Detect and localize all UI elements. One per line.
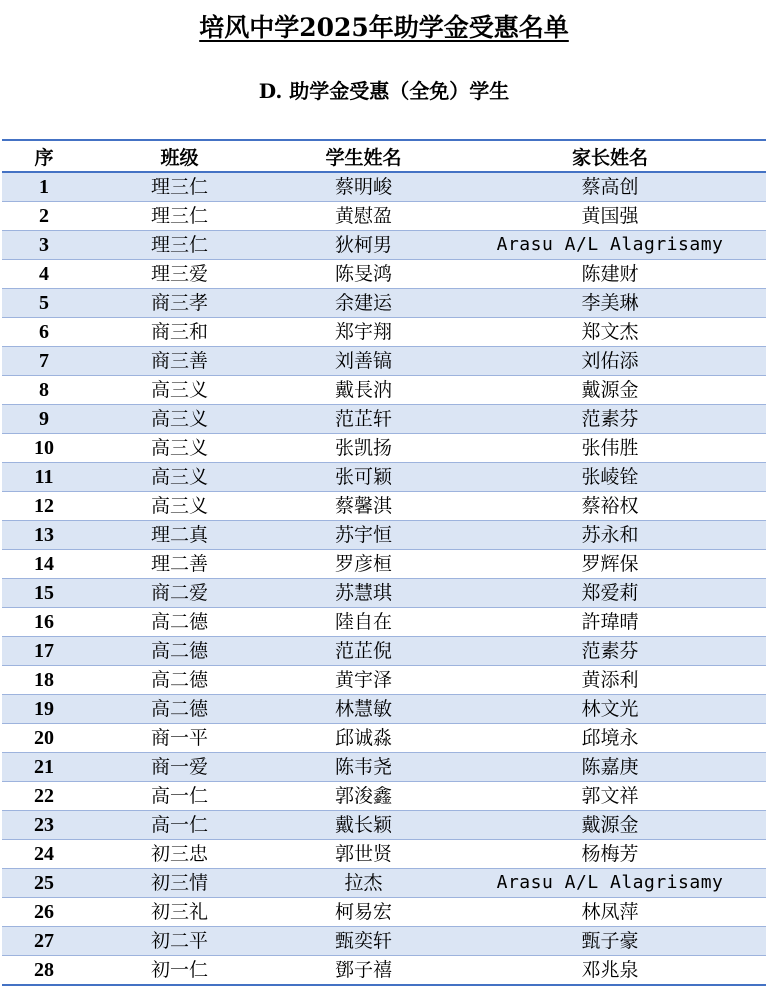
table-row <box>2 811 766 840</box>
class-cell: 理三仁 <box>86 172 273 202</box>
table-row <box>2 289 766 318</box>
row-number-cell: 1 <box>2 172 86 202</box>
class-cell: 初一仁 <box>86 956 273 986</box>
parent-name-cell: 黄国强 <box>454 202 766 231</box>
parent-name-cell: 范素芬 <box>454 405 766 434</box>
parent-name-cell: 戴源金 <box>454 376 766 405</box>
student-name-cell: 陈韦尧 <box>273 753 454 782</box>
row-number-cell: 10 <box>2 434 86 463</box>
class-cell: 高二德 <box>86 695 273 724</box>
page-title-text: 培风中学2025年助学金受惠名单 <box>199 13 569 42</box>
student-name-cell: 罗彦桓 <box>273 550 454 579</box>
class-cell: 商一平 <box>86 724 273 753</box>
parent-name-cell: 甄子豪 <box>454 927 766 956</box>
parent-name-cell: 郑爱莉 <box>454 579 766 608</box>
row-number-cell: 20 <box>2 724 86 753</box>
parent-name-cell: 郑文杰 <box>454 318 766 347</box>
parent-name-cell: 蔡高创 <box>454 172 766 202</box>
table-row <box>2 550 766 579</box>
parent-name-cell: 許瑋晴 <box>454 608 766 637</box>
parent-name-cell: 林凤萍 <box>454 898 766 927</box>
student-name-cell: 戴長汭 <box>273 376 454 405</box>
table-row <box>2 637 766 666</box>
row-number-cell: 9 <box>2 405 86 434</box>
class-cell: 高三义 <box>86 492 273 521</box>
row-number-cell: 19 <box>2 695 86 724</box>
class-cell: 商三善 <box>86 347 273 376</box>
class-cell: 高二德 <box>86 608 273 637</box>
table-row <box>2 521 766 550</box>
class-cell: 高三义 <box>86 463 273 492</box>
student-name-cell: 范芷轩 <box>273 405 454 434</box>
parent-name-cell: 林文光 <box>454 695 766 724</box>
table-row <box>2 579 766 608</box>
parent-name-cell: 黄添利 <box>454 666 766 695</box>
student-name-cell: 蔡明峻 <box>273 172 454 202</box>
table-row <box>2 753 766 782</box>
class-cell: 商一爱 <box>86 753 273 782</box>
parent-name-cell: 陈建财 <box>454 260 766 289</box>
table-row <box>2 376 766 405</box>
student-name-cell: 郭世贤 <box>273 840 454 869</box>
class-cell: 初三情 <box>86 869 273 898</box>
class-cell: 高三义 <box>86 376 273 405</box>
class-cell: 高二德 <box>86 666 273 695</box>
parent-name-cell: 杨梅芳 <box>454 840 766 869</box>
row-number-cell: 2 <box>2 202 86 231</box>
row-number-cell: 23 <box>2 811 86 840</box>
class-cell: 理三爱 <box>86 260 273 289</box>
class-cell: 高二德 <box>86 637 273 666</box>
row-number-cell: 25 <box>2 869 86 898</box>
header-parent-name: 家长姓名 <box>454 140 766 172</box>
student-name-cell: 郭浚鑫 <box>273 782 454 811</box>
student-name-cell: 余建运 <box>273 289 454 318</box>
table-row <box>2 898 766 927</box>
table-row <box>2 840 766 869</box>
parent-name-cell: 郭文祥 <box>454 782 766 811</box>
parent-name-cell: 邱境永 <box>454 724 766 753</box>
row-number-cell: 4 <box>2 260 86 289</box>
header-row <box>2 140 766 172</box>
table-row <box>2 172 766 202</box>
row-number-cell: 13 <box>2 521 86 550</box>
student-name-cell: 柯易宏 <box>273 898 454 927</box>
row-number-cell: 18 <box>2 666 86 695</box>
table-row <box>2 927 766 956</box>
student-name-cell: 邱诚淼 <box>273 724 454 753</box>
student-name-cell: 刘善镐 <box>273 347 454 376</box>
table-row <box>2 666 766 695</box>
table-row <box>2 695 766 724</box>
parent-name-cell: 李美琳 <box>454 289 766 318</box>
row-number-cell: 17 <box>2 637 86 666</box>
row-number-cell: 6 <box>2 318 86 347</box>
table-row <box>2 318 766 347</box>
table-row <box>2 782 766 811</box>
class-cell: 初二平 <box>86 927 273 956</box>
table-row <box>2 608 766 637</box>
student-name-cell: 戴长颖 <box>273 811 454 840</box>
table-row <box>2 956 766 986</box>
parent-name-cell: 张崚铨 <box>454 463 766 492</box>
parent-name-cell: 苏永和 <box>454 521 766 550</box>
beneficiary-table <box>2 139 766 986</box>
row-number-cell: 21 <box>2 753 86 782</box>
page-title <box>0 10 768 46</box>
header-class: 班级 <box>86 140 273 172</box>
student-name-cell: 郑宇翔 <box>273 318 454 347</box>
parent-name-cell: 罗辉保 <box>454 550 766 579</box>
header-student-name: 学生姓名 <box>273 140 454 172</box>
row-number-cell: 7 <box>2 347 86 376</box>
class-cell: 初三礼 <box>86 898 273 927</box>
table-row <box>2 405 766 434</box>
row-number-cell: 24 <box>2 840 86 869</box>
row-number-cell: 11 <box>2 463 86 492</box>
class-cell: 高一仁 <box>86 782 273 811</box>
class-cell: 高一仁 <box>86 811 273 840</box>
class-cell: 商三和 <box>86 318 273 347</box>
table-row <box>2 463 766 492</box>
class-cell: 高三义 <box>86 434 273 463</box>
row-number-cell: 8 <box>2 376 86 405</box>
class-cell: 商二爱 <box>86 579 273 608</box>
row-number-cell: 16 <box>2 608 86 637</box>
row-number-cell: 28 <box>2 956 86 986</box>
parent-name-cell: 张伟胜 <box>454 434 766 463</box>
parent-name-cell: 邓兆泉 <box>454 956 766 986</box>
table-row <box>2 724 766 753</box>
student-name-cell: 鄧子禧 <box>273 956 454 986</box>
student-name-cell: 黄慰盈 <box>273 202 454 231</box>
class-cell: 初三忠 <box>86 840 273 869</box>
class-cell: 理三仁 <box>86 202 273 231</box>
parent-name-cell: 蔡裕权 <box>454 492 766 521</box>
header-no: 序 <box>2 140 86 172</box>
row-number-cell: 5 <box>2 289 86 318</box>
row-number-cell: 15 <box>2 579 86 608</box>
table-body <box>2 172 766 985</box>
row-number-cell: 14 <box>2 550 86 579</box>
table-row <box>2 869 766 898</box>
class-cell: 理二真 <box>86 521 273 550</box>
class-cell: 理三仁 <box>86 231 273 260</box>
table-row <box>2 492 766 521</box>
table-row <box>2 347 766 376</box>
student-name-cell: 拉杰 <box>273 869 454 898</box>
parent-name-cell: 刘佑添 <box>454 347 766 376</box>
table-row <box>2 231 766 260</box>
row-number-cell: 27 <box>2 927 86 956</box>
table-row <box>2 434 766 463</box>
row-number-cell: 26 <box>2 898 86 927</box>
student-name-cell: 陈旻鸿 <box>273 260 454 289</box>
row-number-cell: 3 <box>2 231 86 260</box>
student-name-cell: 范芷倪 <box>273 637 454 666</box>
class-cell: 高三义 <box>86 405 273 434</box>
class-cell: 商三孝 <box>86 289 273 318</box>
student-name-cell: 甄奕轩 <box>273 927 454 956</box>
student-name-cell: 陸自在 <box>273 608 454 637</box>
row-number-cell: 22 <box>2 782 86 811</box>
student-name-cell: 苏宇恒 <box>273 521 454 550</box>
section-title: D. 助学金受惠（全免）学生 <box>258 79 510 103</box>
student-name-cell: 黄宇泽 <box>273 666 454 695</box>
student-name-cell: 林慧敏 <box>273 695 454 724</box>
parent-name-cell: Arasu A/L Alagrisamy <box>454 869 766 898</box>
student-name-cell: 狄柯男 <box>273 231 454 260</box>
table-row <box>2 260 766 289</box>
table-header <box>2 140 766 172</box>
parent-name-cell: 陈嘉庚 <box>454 753 766 782</box>
parent-name-cell: 范素芬 <box>454 637 766 666</box>
student-name-cell: 张凯扬 <box>273 434 454 463</box>
student-name-cell: 蔡馨淇 <box>273 492 454 521</box>
table-row <box>2 202 766 231</box>
parent-name-cell: 戴源金 <box>454 811 766 840</box>
row-number-cell: 12 <box>2 492 86 521</box>
student-name-cell: 苏慧琪 <box>273 579 454 608</box>
class-cell: 理二善 <box>86 550 273 579</box>
parent-name-cell: Arasu A/L Alagrisamy <box>454 231 766 260</box>
student-name-cell: 张可颖 <box>273 463 454 492</box>
